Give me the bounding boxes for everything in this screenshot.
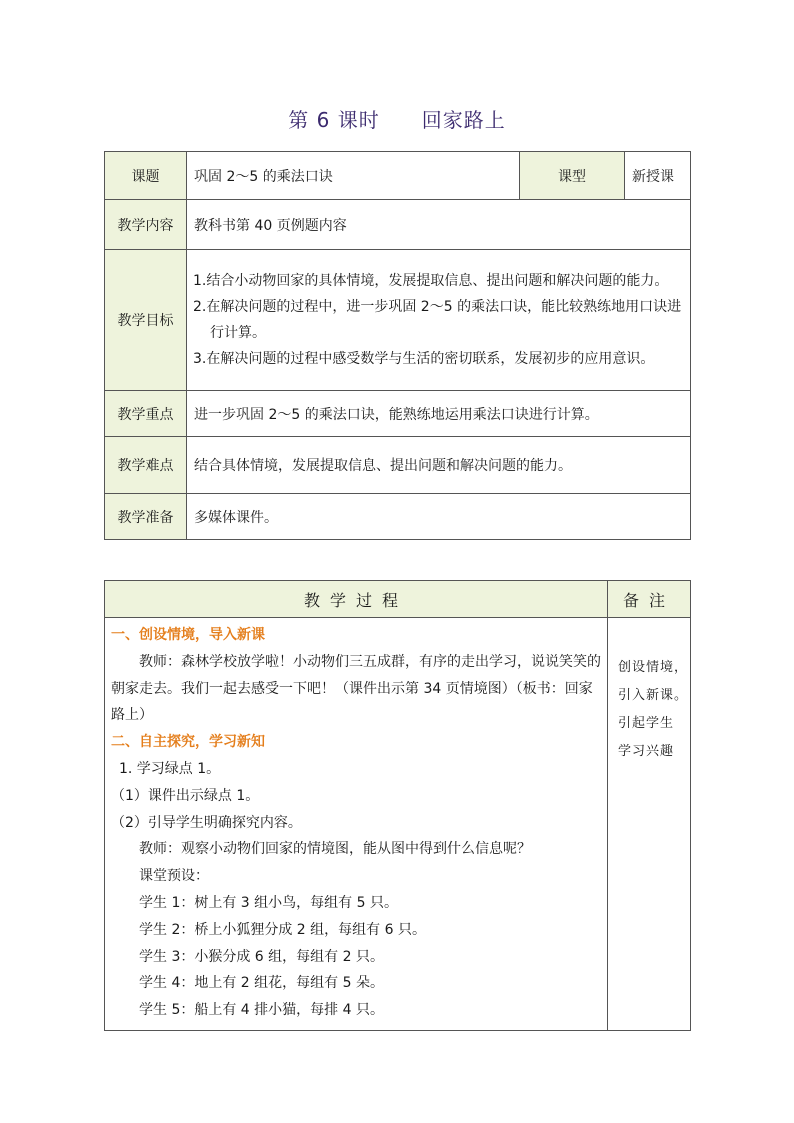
- note-line: 引起学生: [618, 716, 675, 731]
- row-prep: [105, 494, 691, 540]
- difficulty-value: 结合具体情境，发展提取信息、提出问题和解决问题的能力。: [187, 437, 691, 494]
- process-header-row: [105, 581, 691, 618]
- dialog-line: 学生 2：桥上小狐狸分成 2 组，每组有 6 只。: [139, 921, 426, 938]
- section-heading-2: 二、自主探究，学习新知: [111, 734, 265, 751]
- note-line: 创设情境，: [618, 660, 689, 675]
- process-header: 教学过程: [105, 581, 608, 618]
- type-label: 课型: [520, 152, 625, 200]
- paragraph-intro: 教师：森林学校放学啦！小动物们三五成群，有序的走出学习，说说笑笑的朝家走去。我们一起去感受一下吧！（课件出示第 34 页情境图）（板书：回家路上）: [111, 653, 601, 724]
- content-value: 教科书第 40 页例题内容: [187, 200, 691, 250]
- dialog-line: 教师：观察小动物们回家的情境图，能从图中得到什么信息呢？: [139, 841, 531, 858]
- step-line: 1. 学习绿点 1。: [119, 760, 221, 777]
- lesson-info-table: [104, 151, 691, 540]
- teaching-process-table: [104, 580, 691, 1031]
- row-goals: [105, 250, 691, 391]
- goal-item: 1.结合小动物回家的具体情境，发展提取信息、提出问题和解决问题的能力。: [193, 273, 669, 289]
- dialog-line: 学生 3：小猴分成 6 组，每组有 2 只。: [139, 948, 384, 965]
- key-label: 教学重点: [105, 391, 187, 437]
- row-subject: [105, 152, 691, 200]
- dialog-line: 学生 5：船上有 4 排小猫，每排 4 只。: [139, 1002, 384, 1019]
- dialog-line: 课堂预设：: [139, 868, 209, 885]
- goal-item: 3.在解决问题的过程中感受数学与生活的密切联系，发展初步的应用意识。: [193, 351, 655, 367]
- key-value: 进一步巩固 2～5 的乘法口诀，能熟练地运用乘法口诀进行计算。: [187, 391, 691, 437]
- prep-label: 教学准备: [105, 494, 187, 540]
- note-line: 引入新课。: [618, 688, 689, 703]
- difficulty-label: 教学难点: [105, 437, 187, 494]
- dialog-line: 学生 1：树上有 3 组小鸟，每组有 5 只。: [139, 894, 398, 911]
- row-difficulty: [105, 437, 691, 494]
- prep-value: 多媒体课件。: [187, 494, 691, 540]
- page-title: 第 6 课时 回家路上: [288, 108, 506, 132]
- process-content: [105, 618, 608, 1031]
- subject-label: 课题: [105, 152, 187, 200]
- step-line: （1）课件出示绿点 1。: [111, 787, 260, 804]
- row-content: [105, 200, 691, 250]
- content-label: 教学内容: [105, 200, 187, 250]
- section-heading-1: 一、创设情境，导入新课: [111, 627, 265, 643]
- row-key: [105, 391, 691, 437]
- type-value: 新授课: [625, 152, 691, 200]
- dialog-line: 学生 4：地上有 2 组花，每组有 5 朵。: [139, 975, 384, 992]
- goal-item: 2.在解决问题的过程中，进一步巩固 2～5 的乘法口诀，能比较熟练地用口诀进行计算。: [193, 299, 682, 341]
- goals-label: 教学目标: [105, 250, 187, 391]
- note-content: [608, 618, 691, 1031]
- note-line: 学习兴趣: [618, 744, 675, 759]
- process-body-row: [105, 618, 691, 1031]
- goals-list: [187, 250, 691, 391]
- note-header: 备注: [608, 581, 691, 618]
- step-line: （2）引导学生明确探究内容。: [111, 814, 302, 831]
- subject-value: 巩固 2～5 的乘法口诀: [187, 152, 520, 200]
